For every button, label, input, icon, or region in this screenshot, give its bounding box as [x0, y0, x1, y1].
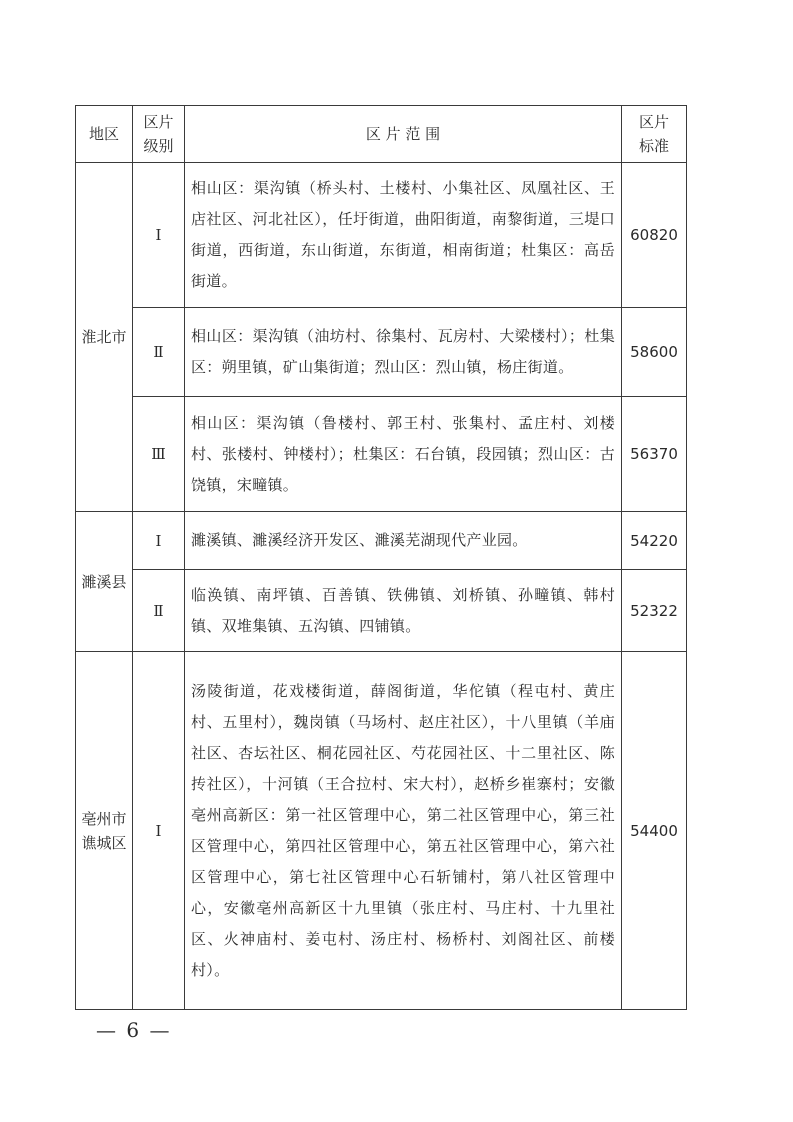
standard-cell: 56370	[622, 397, 687, 512]
header-level: 区片级别	[133, 106, 185, 163]
level-cell: Ⅰ	[133, 163, 185, 308]
standard-cell: 52322	[622, 570, 687, 652]
standard-cell: 60820	[622, 163, 687, 308]
scope-cell: 濉溪镇、濉溪经济开发区、濉溪芜湖现代产业园。	[185, 512, 622, 570]
region-cell: 濉溪县	[76, 512, 133, 652]
standard-cell: 58600	[622, 308, 687, 397]
land-price-table	[75, 105, 687, 1010]
scope-cell: 相山区：渠沟镇（油坊村、徐集村、瓦房村、大梁楼村）；杜集区：朔里镇，矿山集街道；烈山区：烈山镇，杨庄街道。	[185, 308, 622, 397]
table-row	[76, 512, 687, 570]
header-region: 地区	[76, 106, 133, 163]
header-scope: 区 片 范 围	[185, 106, 622, 163]
level-cell: Ⅲ	[133, 397, 185, 512]
standard-cell: 54400	[622, 652, 687, 1010]
level-cell: Ⅱ	[133, 570, 185, 652]
table-row	[76, 652, 687, 1010]
level-cell: Ⅰ	[133, 652, 185, 1010]
table-row	[76, 308, 687, 397]
header-row	[76, 106, 687, 163]
table-row	[76, 570, 687, 652]
scope-cell: 相山区：渠沟镇（桥头村、土楼村、小集社区、凤凰社区、王店社区、河北社区），任圩街道，曲阳街道，南黎街道，三堤口街道，西街道，东山街道，东街道，相南街道；杜集区：高岳街道。	[185, 163, 622, 308]
region-cell: 淮北市	[76, 163, 133, 512]
page-number: — 6 —	[96, 1018, 172, 1042]
scope-cell: 汤陵街道，花戏楼街道，薛阁街道，华佗镇（程屯村、黄庄村、五里村），魏岗镇（马场村、赵庄社区），十八里镇（羊庙社区、杏坛社区、桐花园社区、芍花园社区、十二里社区、陈抟社区），十河镇（王合拉村、宋大村），赵桥乡崔寨村；安徽亳州高新区：第一社区管理中心，第二社区管理中心，第三社区管理中心，第四社区管理中心，第五社区管理中心，第六社区管理中心，第七社区管理中心石斩铺村，第八社区管理中心，安徽亳州高新区十九里镇（张庄村、马庄村、十九里社区、火神庙村、姜屯村、汤庄村、杨桥村、刘阁社区、前楼村）。	[185, 652, 622, 1010]
level-cell: Ⅰ	[133, 512, 185, 570]
standard-cell: 54220	[622, 512, 687, 570]
header-standard: 区片标准	[622, 106, 687, 163]
table-row	[76, 397, 687, 512]
scope-cell: 临涣镇、南坪镇、百善镇、铁佛镇、刘桥镇、孙疃镇、韩村镇、双堆集镇、五沟镇、四铺镇。	[185, 570, 622, 652]
region-cell: 亳州市谯城区	[76, 652, 133, 1010]
table-row	[76, 163, 687, 308]
scope-cell: 相山区：渠沟镇（鲁楼村、郭王村、张集村、孟庄村、刘楼村、张楼村、钟楼村）；杜集区：石台镇，段园镇；烈山区：古饶镇，宋疃镇。	[185, 397, 622, 512]
level-cell: Ⅱ	[133, 308, 185, 397]
